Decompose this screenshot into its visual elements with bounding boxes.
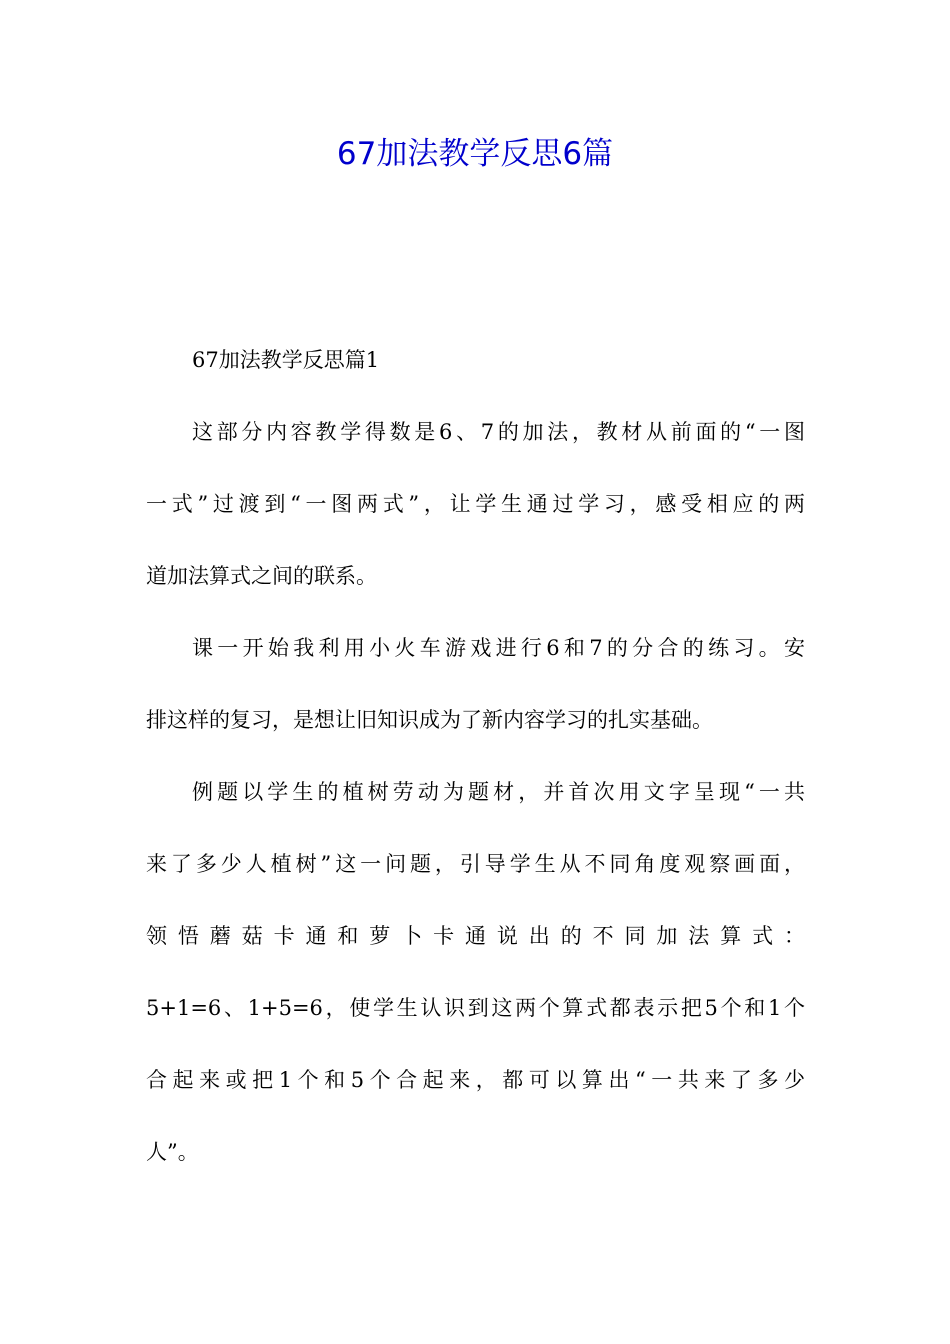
paragraph-line: 课一开始我利用小火车游戏进行6和7的分合的练习。安 — [192, 636, 805, 660]
section-heading: 67加法教学反思篇1 — [192, 348, 380, 372]
paragraph — [146, 626, 805, 742]
paragraph-line: 道加法算式之间的联系。 — [146, 564, 377, 588]
document-body — [146, 338, 805, 1174]
paragraph-line: 一式”过渡到“一图两式”，让学生通过学习，感受相应的两 — [146, 492, 805, 516]
paragraph-line: 来了多少人植树”这一问题，引导学生从不同角度观察画面， — [146, 852, 805, 876]
paragraph-line: 这部分内容教学得数是6、7的加法，教材从前面的“一图 — [192, 420, 805, 444]
paragraph-line: 人”。 — [146, 1140, 199, 1164]
document-title: 67加法教学反思6篇 — [336, 136, 614, 172]
paragraph-line: 5+1=6、1+5=6，使学生认识到这两个算式都表示把5个和1个 — [146, 996, 805, 1020]
paragraph-line: 排这样的复习，是想让旧知识成为了新内容学习的扎实基础。 — [146, 708, 713, 732]
paragraph-line: 合起来或把1个和5个合起来，都可以算出“一共来了多少 — [146, 1068, 805, 1092]
paragraph — [146, 770, 805, 1174]
paragraph-line: 领悟蘑菇卡通和萝卜卡通说出的不同加法算式： — [146, 924, 805, 948]
paragraph — [146, 410, 805, 598]
paragraph-line: 例题以学生的植树劳动为题材，并首次用文字呈现“一共 — [192, 780, 805, 804]
